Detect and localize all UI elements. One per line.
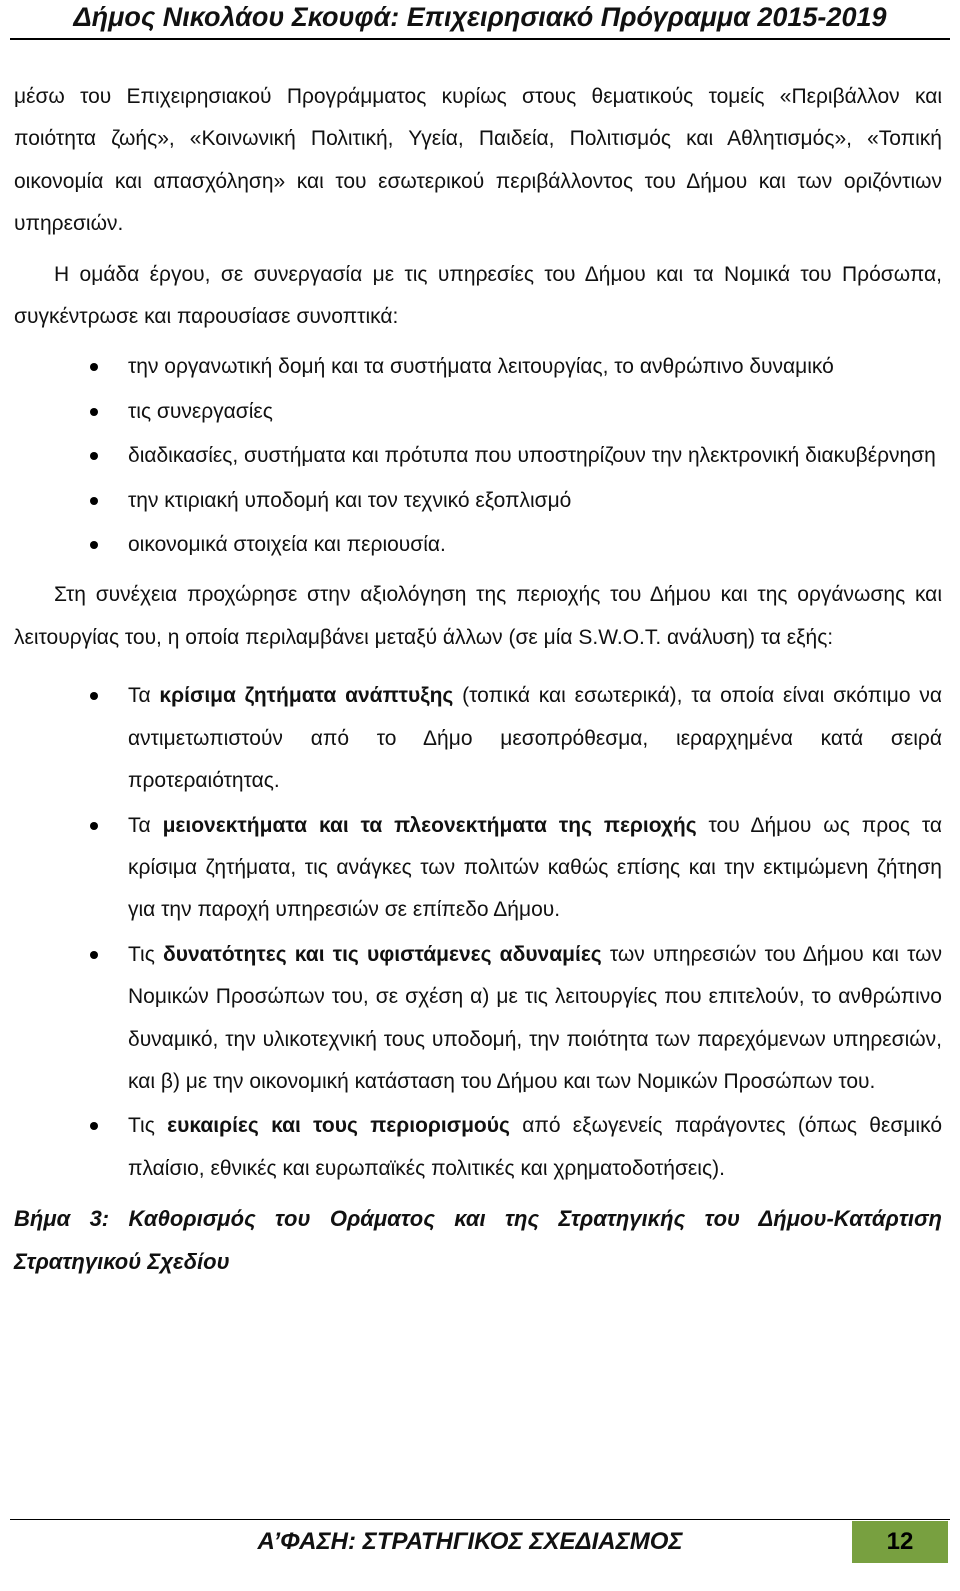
list-item-text: τις συνεργασίες [128, 399, 273, 423]
list-item [14, 346, 942, 388]
list-item-prefix: Τις [128, 942, 163, 966]
list-item [14, 1105, 942, 1190]
list-item-text: την οργανωτική δομή και τα συστήματα λειτουργίας, το ανθρώπινο δυναμικό [128, 355, 834, 379]
bullet-icon [90, 822, 98, 830]
bullet-icon [90, 452, 98, 460]
list-item-text: διαδικασίες, συστήματα και πρότυπα που υποστηρίζουν την ηλεκτρονική διακυβέρνηση [128, 444, 936, 468]
paragraph-intro: μέσω του Επιχειρησιακού Προγράμματος κυρίως στους θεματικούς τομείς «Περιβάλλον και ποιότητα ζωής», «Κοινωνική Πολιτική, Υγεία, Παιδεία, Πολιτισμός και Αθλητισμός», «Τοπική οικονομία και απασχόληση» και του εσωτερικού περιβάλλοντος του Δήμου και των οριζόντιων υπηρεσιών. [14, 85, 942, 236]
page-header-title: Δήμος Νικολάου Σκουφά: Επιχειρησιακό Πρόγραμμα 2015-2019 [73, 2, 887, 32]
swot-list [14, 675, 942, 1190]
list-item [14, 805, 942, 932]
list-item-emphasis: δυνατότητες και τις υφιστάμενες αδυναμίες [163, 942, 602, 966]
list-item [14, 934, 942, 1104]
bullet-icon [90, 497, 98, 505]
page-number: 12 [886, 1528, 914, 1555]
summary-list [14, 346, 942, 566]
list-item [14, 480, 942, 522]
paragraph-evaluation: Στη συνέχεια προχώρησε στην αξιολόγηση της περιοχής του Δήμου και της οργάνωσης και λειτουργίας του, η οποία περιλαμβάνει μεταξύ άλλων (σε μία S.W.O.T. ανάλυση) τα εξής: [14, 583, 942, 649]
list-item-emphasis: κρίσιμα ζητήματα ανάπτυξης [159, 684, 454, 708]
bullet-icon [90, 1122, 98, 1130]
bullet-icon [90, 951, 98, 959]
list-item-text: από εξωγενείς παράγοντες (όπως θεσμικό πλαίσιο, εθνικές και ευρωπαϊκές πολιτικές και χρηματοδοτήσεις). [128, 1114, 942, 1180]
list-item [14, 435, 942, 477]
list-item-prefix: Τα [128, 813, 163, 837]
document-body [14, 76, 942, 1283]
step-3-heading: Βήμα 3: Καθορισμός του Οράματος και της Στρατηγικής του Δήμου-Κατάρτιση Στρατηγικού Σχεδίου [14, 1206, 942, 1274]
list-item-prefix: Τα [128, 684, 160, 708]
list-item-text: των υπηρεσιών του Δήμου και των Νομικών Προσώπων του, σε σχέση α) με τις λειτουργίες που επιτελούν, το ανθρώπινο δυναμικό, την υλικοτεχνική τους υποδομή, την ποιότητα των παρεχόμενων υπηρεσιών, και β) με την οικονομική κατάσταση του Δήμου και των Νομικών Προσώπων του. [128, 942, 942, 1093]
list-item [14, 524, 942, 566]
list-item-text: οικονομικά στοιχεία και περιουσία. [128, 533, 446, 557]
list-item [14, 675, 942, 802]
list-item-text: του Δήμου ως προς τα κρίσιμα ζητήματα, τις ανάγκες των πολιτών καθώς επίσης και την εκτιμώμενη ζήτηση για την παροχή υπηρεσιών σε επίπεδο Δήμου. [128, 813, 942, 922]
bullet-icon [90, 408, 98, 416]
list-item-emphasis: ευκαιρίες και τους περιορισμούς [167, 1114, 510, 1138]
footer-divider [10, 1519, 950, 1520]
header-divider [10, 38, 950, 40]
list-item-text: (τοπικά και εσωτερικά), τα οποία είναι σκόπιμο να αντιμετωπιστούν από το Δήμο μεσοπρόθεσμα, ιεραρχημένα κατά σειρά προτεραιότητας. [128, 684, 942, 793]
list-item-text: την κτιριακή υποδομή και τον τεχνικό εξοπλισμό [128, 488, 572, 512]
list-item-prefix: Τις [128, 1114, 168, 1138]
bullet-icon [90, 541, 98, 549]
page-number-badge [852, 1521, 948, 1563]
list-item [14, 391, 942, 433]
bullet-icon [90, 363, 98, 371]
bullet-icon [90, 692, 98, 700]
paragraph-team-summary: Η ομάδα έργου, σε συνεργασία με τις υπηρεσίες του Δήμου και τα Νομικά του Πρόσωπα, συγκέντρωσε και παρουσίασε συνοπτικά: [14, 262, 942, 329]
list-item-emphasis: μειονεκτήματα και τα πλεονεκτήματα της περιοχής [162, 813, 697, 837]
footer-phase-title: Α’ΦΑΣΗ: ΣΤΡΑΤΗΓΙΚΟΣ ΣΧΕΔΙΑΣΜΟΣ [257, 1528, 683, 1555]
